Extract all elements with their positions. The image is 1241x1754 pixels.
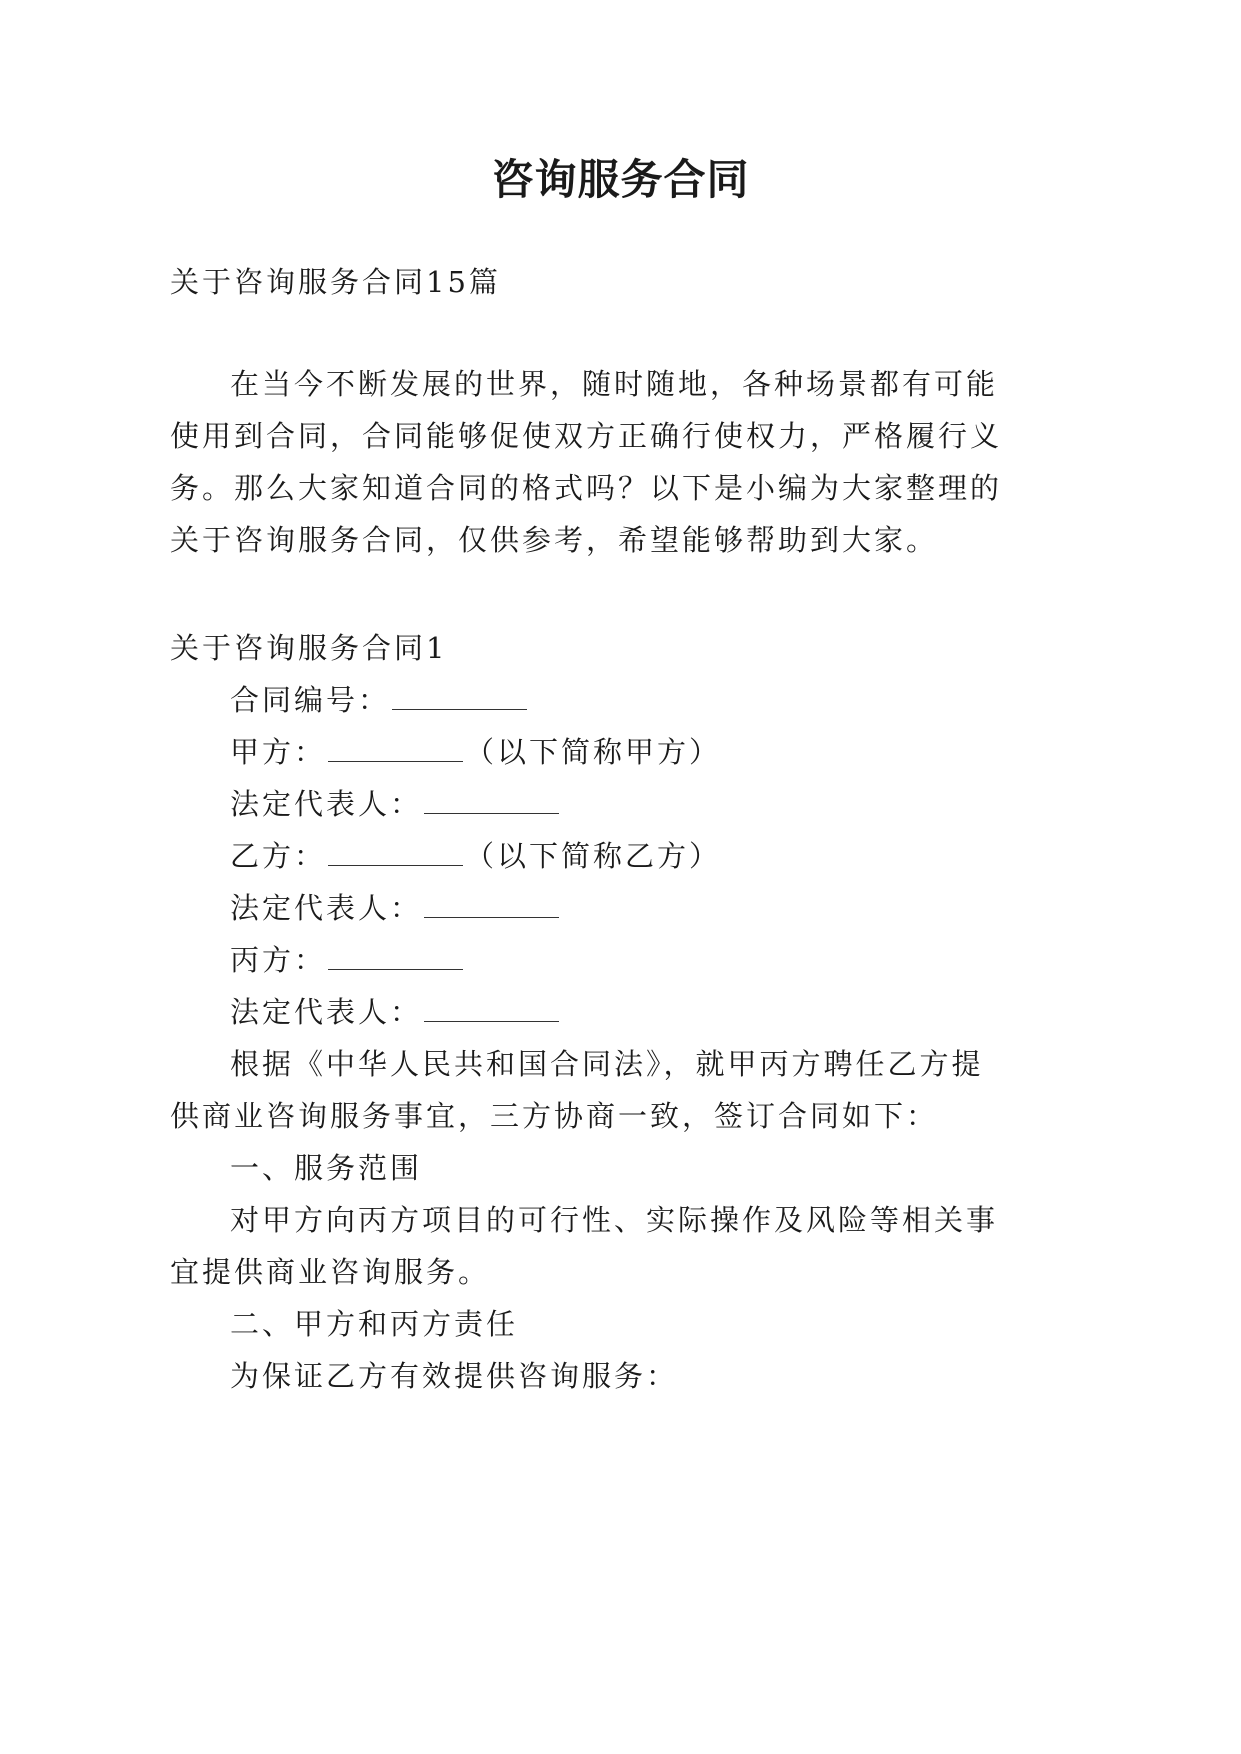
legal-rep-1-label: 法定代表人： — [230, 787, 423, 821]
legal-rep-1-blank — [424, 789, 559, 814]
party-b-field — [230, 836, 721, 876]
party-a-label: 甲方： — [230, 735, 327, 769]
clause-1-heading: 一、服务范围 — [230, 1151, 423, 1185]
preamble-line-1: 根据《中华人民共和国合同法》，就甲丙方聘任乙方提 — [230, 1047, 984, 1081]
party-c-field — [230, 940, 465, 980]
legal-rep-3-label: 法定代表人： — [230, 995, 423, 1029]
intro-line-1: 在当今不断发展的世界，随时随地，各种场景都有可能 — [230, 367, 999, 401]
legal-rep-2-field — [230, 888, 561, 928]
party-b-suffix: （以下简称乙方） — [465, 839, 722, 873]
legal-rep-2-blank — [424, 893, 559, 918]
contract-number-label: 合同编号： — [230, 683, 391, 717]
section-heading: 关于咨询服务合同1 — [170, 631, 448, 665]
clause-1-line-2: 宜提供商业咨询服务。 — [170, 1255, 491, 1289]
intro-line-4: 关于咨询服务合同，仅供参考，希望能够帮助到大家。 — [170, 523, 939, 557]
document-title: 咨询服务合同 — [491, 155, 750, 204]
legal-rep-2-label: 法定代表人： — [230, 891, 423, 925]
preamble-line-2: 供商业咨询服务事宜，三方协商一致，签订合同如下： — [170, 1099, 939, 1133]
document-subtitle: 关于咨询服务合同15篇 — [170, 265, 501, 299]
party-a-field — [230, 732, 721, 772]
clause-2-body: 为保证乙方有效提供咨询服务： — [230, 1359, 679, 1393]
party-b-label: 乙方： — [230, 839, 327, 873]
clause-1-line-1: 对甲方向丙方项目的可行性、实际操作及风险等相关事 — [230, 1203, 999, 1237]
party-c-blank — [328, 945, 463, 970]
intro-line-3: 务。那么大家知道合同的格式吗？以下是小编为大家整理的 — [170, 471, 1003, 505]
party-a-blank — [328, 737, 463, 762]
intro-line-2: 使用到合同，合同能够促使双方正确行使权力，严格履行义 — [170, 419, 1003, 453]
party-c-label: 丙方： — [230, 943, 327, 977]
legal-rep-3-blank — [424, 997, 559, 1022]
legal-rep-3-field — [230, 992, 561, 1032]
contract-number-field — [230, 680, 529, 720]
contract-number-blank — [392, 685, 527, 710]
clause-2-heading: 二、甲方和丙方责任 — [230, 1307, 519, 1341]
party-b-blank — [328, 841, 463, 866]
legal-rep-1-field — [230, 784, 561, 824]
party-a-suffix: （以下简称甲方） — [465, 735, 722, 769]
